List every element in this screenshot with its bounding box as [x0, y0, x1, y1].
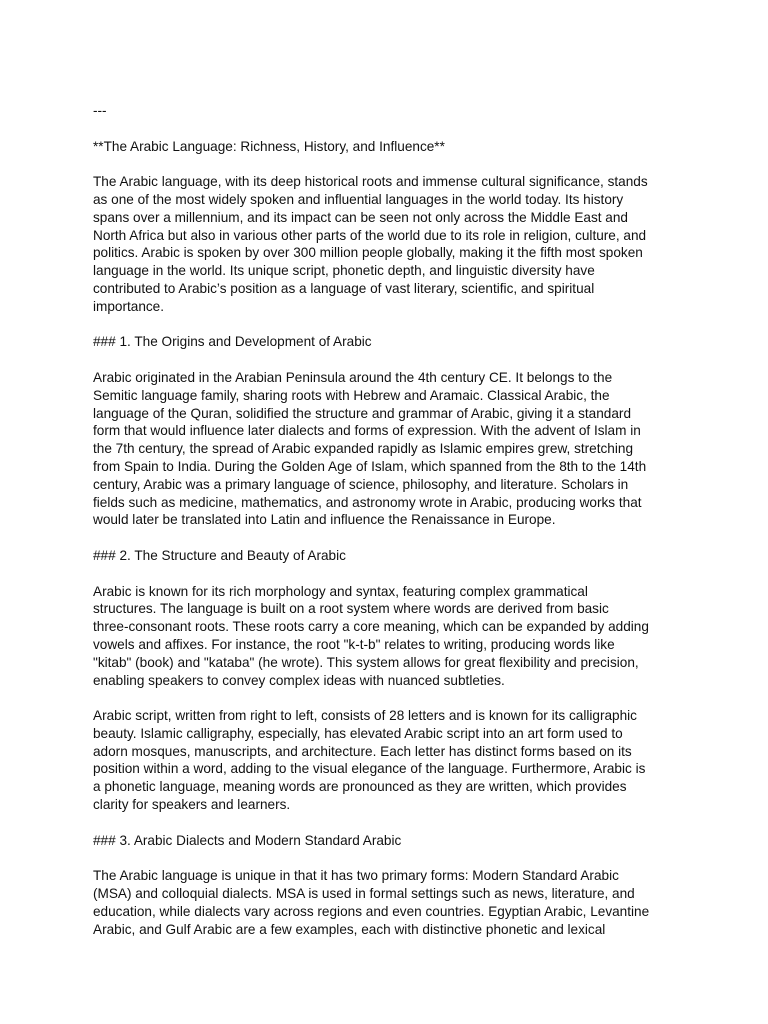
section-heading-dialects: ### 3. Arabic Dialects and Modern Standard Arabic — [93, 832, 402, 848]
paragraph-structure-morphology: Arabic is known for its rich morphology and syntax, featuring complex grammatical structures. The language is built on a root system where words are derived from basic three-consonant roots. These roots carry a core meaning, which can be expanded by adding vowels and affixes. For instance, the root "k-t-b" relates to writing, producing words like "kitab" (book) and "kataba" (he wrote). This system allows for great flexibility and precision, enabling speakers to convey complex ideas with nuanced subtleties. — [93, 583, 649, 688]
document-page — [93, 102, 683, 956]
paragraph-dialects: The Arabic language is unique in that it has two primary forms: Modern Standard Arabic (MSA) and colloquial dialects. MSA is used in formal settings such as news, literature, and education, while dialects vary across regions and even countries. Egyptian Arabic, Levantine Arabic, and Gulf Arabic are a few examples, each with distinctive phonetic and lexical — [93, 868, 650, 937]
paragraph-origins: Arabic originated in the Arabian Peninsula around the 4th century CE. It belongs to the Semitic language family, sharing roots with Hebrew and Aramaic. Classical Arabic, the language of the Quran, solidified the structure and grammar of Arabic, giving it a standard form that would influence later dialects and forms of expression. With the advent of Islam in the 7th century, the spread of Arabic expanded rapidly as Islamic empires grew, stretching from Spain to India. During the Golden Age of Islam, which spanned from the 8th to the 14th century, Arabic was a primary language of science, philosophy, and literature. Scholars in fields such as medicine, mathematics, and astronomy wrote in Arabic, producing works that would later be translated into Latin and influence the Renaissance in Europe. — [93, 369, 647, 528]
section-heading-origins: ### 1. The Origins and Development of Arabic — [93, 334, 372, 350]
section-heading-structure: ### 2. The Structure and Beauty of Arabic — [93, 547, 346, 563]
intro-paragraph: The Arabic language, with its deep historical roots and immense cultural significance, stands as one of the most widely spoken and influential languages in the world today. Its history spans over a millennium, and its impact can be seen not only across the Middle East and North Africa but also in various other parts of the world due to its role in religion, culture, and politics. Arabic is spoken by over 300 million people globally, making it the fifth most spoken language in the world. Its unique script, phonetic depth, and linguistic diversity have contributed to Arabic’s position as a language of vast literary, scientific, and spiritual importance. — [93, 174, 648, 314]
separator-line: --- — [93, 103, 107, 118]
paragraph-structure-script: Arabic script, written from right to left, consists of 28 letters and is known for its calligraphic beauty. Islamic calligraphy, especially, has elevated Arabic script into an art form used to adorn mosques, manuscripts, and architecture. Each letter has distinct forms based on its position within a word, adding to the visual elegance of the language. Furthermore, Arabic is a phonetic language, meaning words are pronounced as they are written, which provides clarity for speakers and learners. — [93, 708, 646, 813]
document-title: **The Arabic Language: Richness, History, and Influence** — [93, 138, 445, 154]
